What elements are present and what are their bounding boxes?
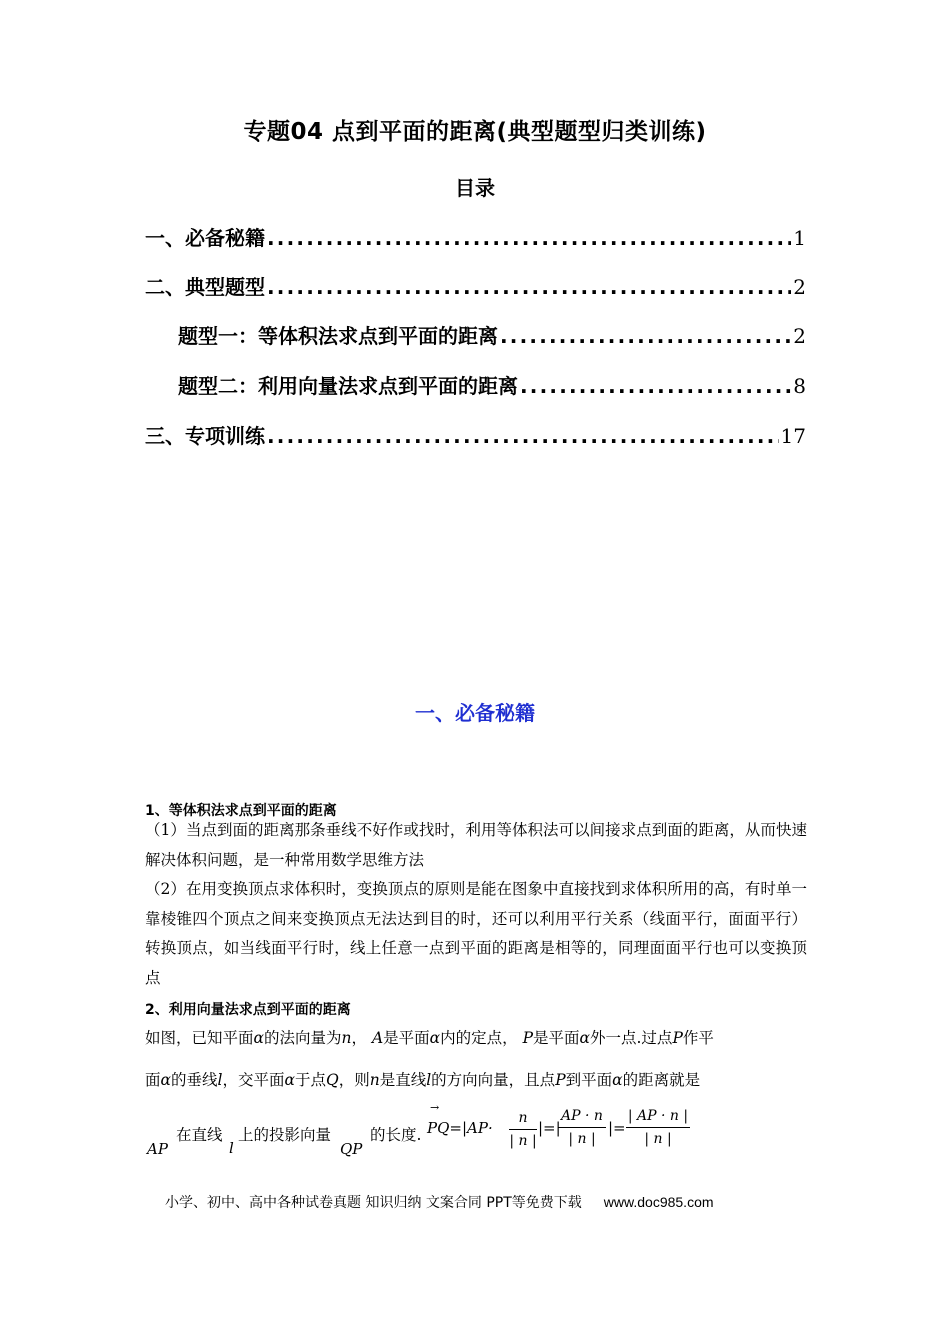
vector-arrow: →	[430, 1101, 440, 1114]
toc-entry-page: 8	[793, 374, 806, 398]
page-footer	[165, 1192, 714, 1212]
toc-entry[interactable]	[178, 370, 806, 400]
subsection-heading: 2、利用向量法求点到平面的距离	[145, 1002, 351, 1018]
toc-heading: 目录	[455, 176, 495, 200]
vector-PQ: PQ=|AP·	[427, 1119, 493, 1137]
footer-url[interactable]: www.doc985.com	[603, 1194, 714, 1210]
toc-entry-page: 2	[793, 275, 806, 299]
toc-entry-page: 17	[780, 424, 806, 448]
toc-entry[interactable]	[145, 420, 806, 450]
footer-text: 小学、初中、高中各种试卷真题 知识归纳 文案合同 PPT等免费下载	[165, 1195, 582, 1211]
toc-entry-page: 1	[793, 226, 806, 250]
toc-entry-label: 三、专项训练	[145, 424, 265, 448]
line-l: l	[229, 1139, 234, 1157]
subsection-heading: 1、等体积法求点到平面的距离	[145, 803, 337, 819]
toc-entry[interactable]	[145, 222, 806, 252]
toc-leader	[267, 226, 791, 250]
toc-entry-label: 题型一：等体积法求点到平面的距离	[178, 324, 498, 348]
section-heading: 一、必备秘籍	[415, 701, 535, 725]
fraction-distance: | AP · n | | n |	[627, 1108, 689, 1147]
text-fragment: 在直线	[176, 1126, 223, 1144]
fraction-dot-product: AP · n | n |	[558, 1108, 606, 1147]
toc-leader	[267, 275, 791, 299]
toc-entry[interactable]	[145, 271, 806, 301]
paragraph: （2）在用变换顶点求体积时，变换顶点的原则是能在图象中直接找到求体积所用的高，有时单一靠棱锥四个顶点之间来变换顶点无法达到目的时，还可以利用平行关系（线面平行，面面平行）转换顶点，如当线面平行时，线上任意一点到平面的距离是相等的，同理面面平行也可以变换顶点	[145, 880, 807, 987]
text-fragment: 的长度.	[370, 1126, 422, 1144]
text-fragment: 上的投影向量	[238, 1126, 332, 1144]
toc-leader	[267, 424, 779, 448]
toc-entry-page: 2	[793, 324, 806, 348]
vector-QP: QP	[340, 1140, 363, 1158]
toc-leader	[520, 374, 791, 398]
text-line: 如图，已知平面α的法向量为n， A是平面α内的定点， P是平面α外一点.过点P作平	[145, 1029, 714, 1047]
toc-entry[interactable]	[178, 320, 806, 350]
equals-sign: |=	[608, 1119, 626, 1137]
paragraph: （1）当点到面的距离那条垂线不好作或找时，利用等体积法可以间接求点到面的距离，从而快速解决体积问题，是一种常用数学思维方法	[145, 821, 807, 869]
equals-sign: |=|	[538, 1119, 561, 1137]
toc-entry-label: 二、典型题型	[145, 275, 265, 299]
toc-leader	[500, 324, 791, 348]
fraction-unit-normal: n | n |	[509, 1110, 537, 1149]
vector-AP: AP	[147, 1140, 168, 1158]
text-line: 面α的垂线l，交平面α于点Q，则n是直线l的方向向量，且点P到平面α的距离就是	[145, 1071, 701, 1089]
toc-entry-label: 一、必备秘籍	[145, 226, 265, 250]
document-title: 专题04 点到平面的距离(典型题型归类训练)	[243, 119, 707, 145]
toc-entry-label: 题型二：利用向量法求点到平面的距离	[178, 374, 518, 398]
